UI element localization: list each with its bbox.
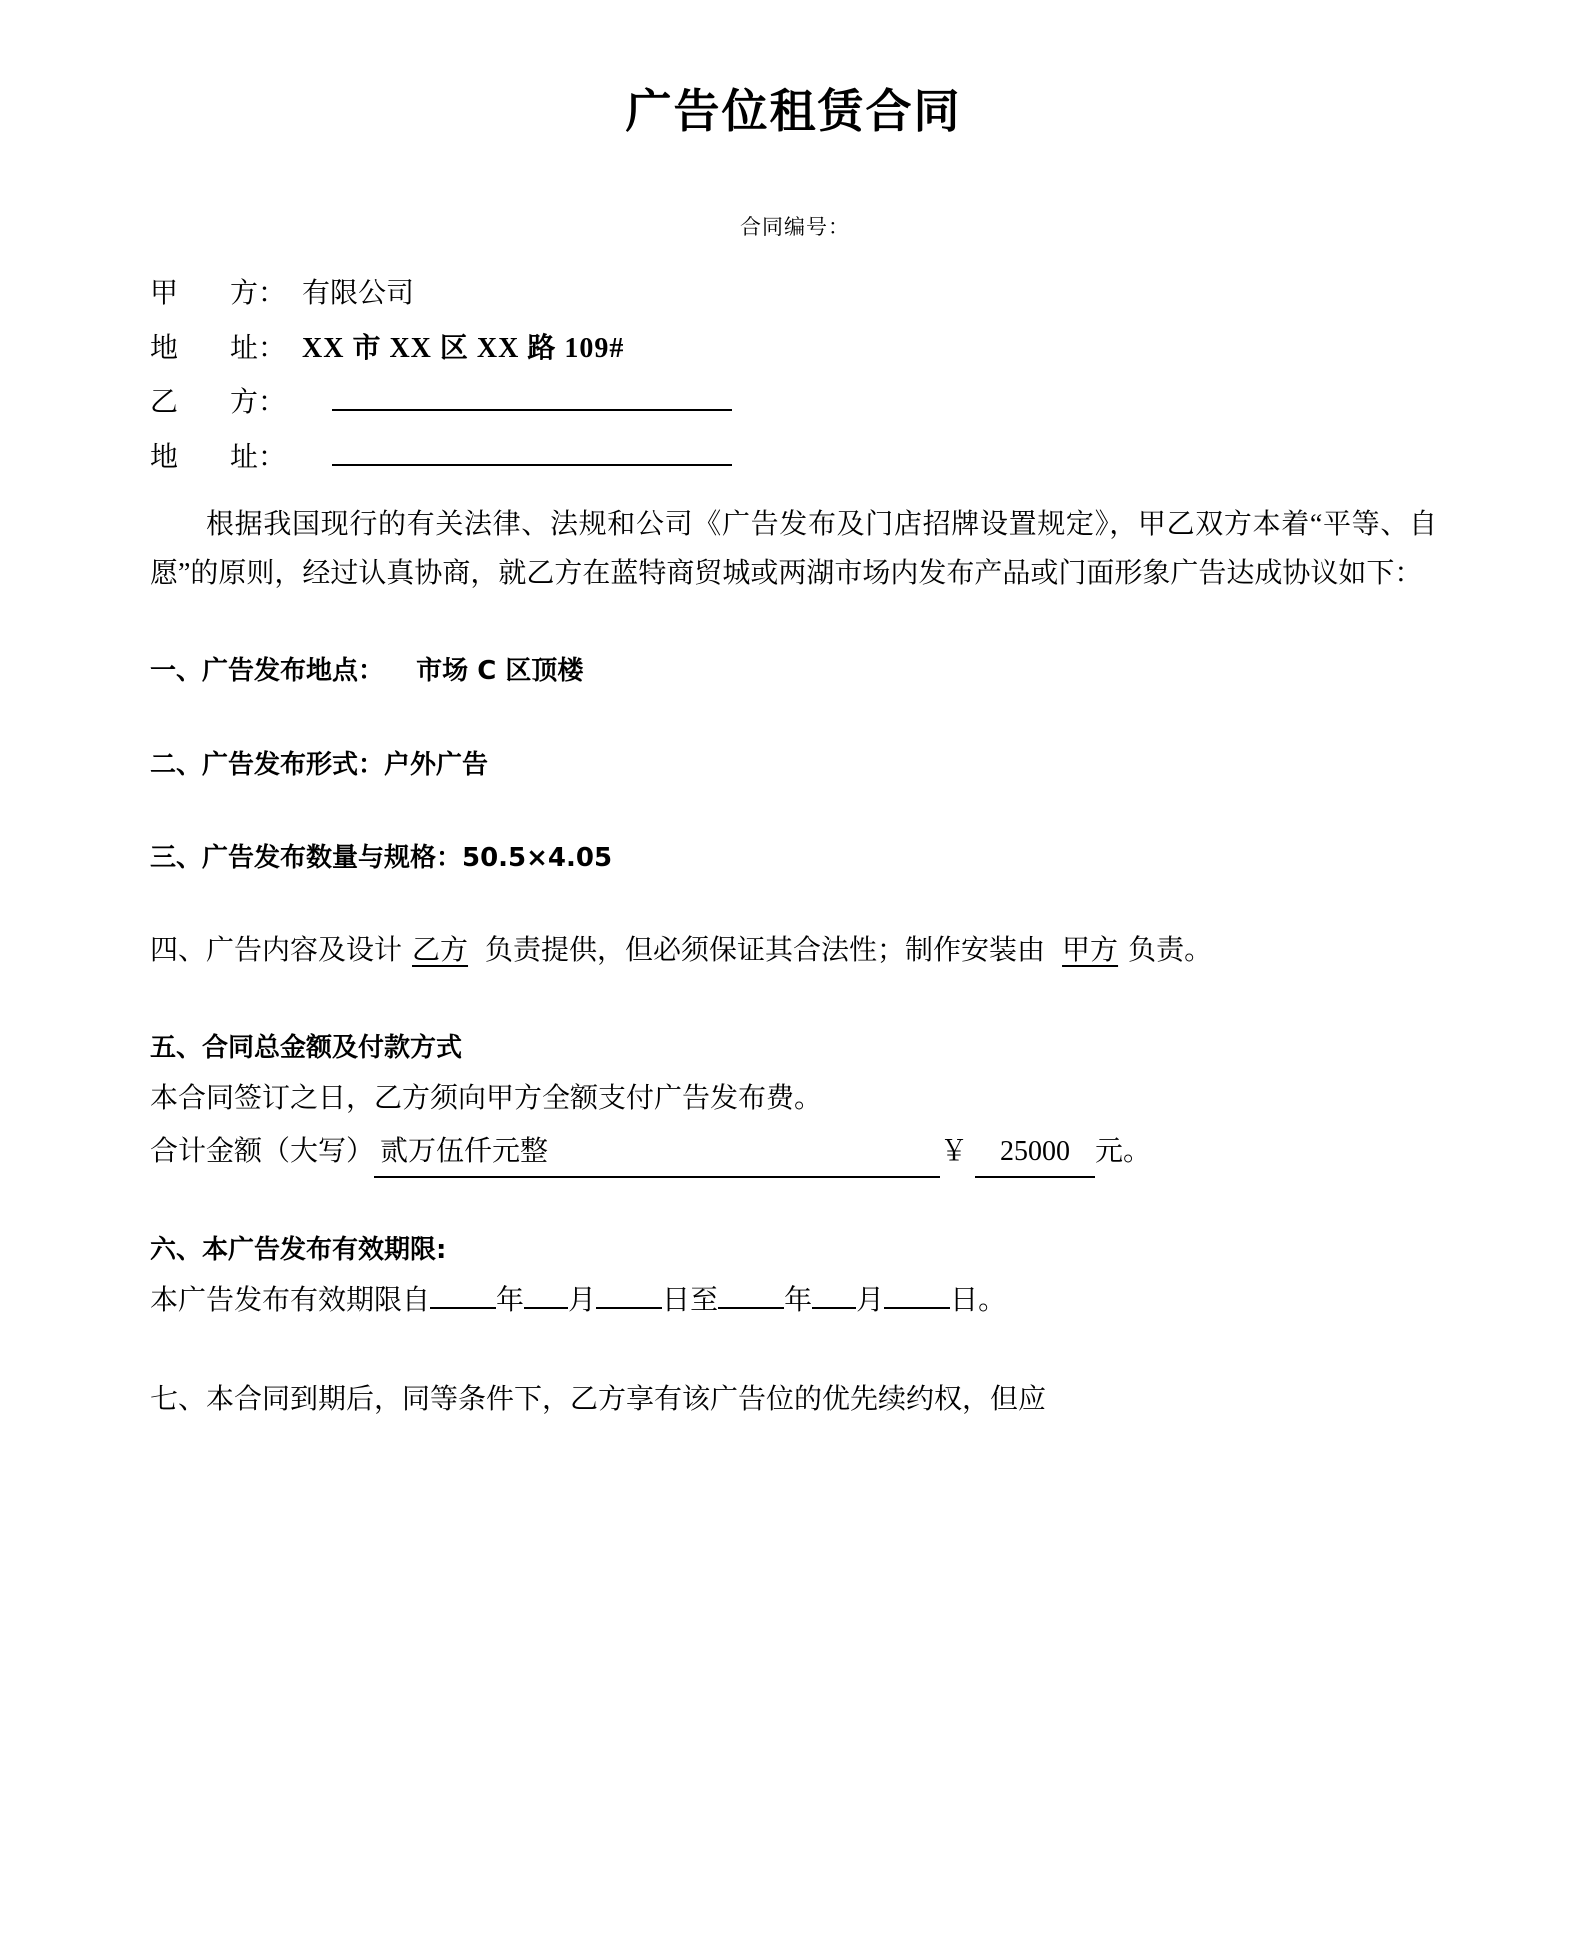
- party-row-address-b: [150, 431, 1437, 486]
- section-four-suffix: 负责。: [1128, 935, 1213, 966]
- address-a-value: XX 市 XX 区 XX 路 109#: [302, 332, 625, 364]
- amount-prefix-label: 合计金额（大写）: [150, 1135, 375, 1167]
- section-one: [150, 651, 1437, 693]
- page-title: 广告位租赁合同: [625, 84, 962, 138]
- section-five-amount-row: [150, 1128, 1437, 1178]
- section-four-middle: 负责提供，但必须保证其合法性；制作安装由: [485, 935, 1046, 966]
- party-b-blank-field[interactable]: [332, 383, 732, 411]
- section-four-fill-designer[interactable]: 乙方: [412, 935, 469, 966]
- address-a-label: 地 址：: [150, 332, 287, 364]
- period-start-day-field[interactable]: [596, 1285, 662, 1309]
- section-three-heading: 三、广告发布数量与规格：50.5×4.05: [150, 843, 613, 874]
- period-start-day-unit: 日: [662, 1285, 691, 1317]
- period-end-month-field[interactable]: [812, 1285, 856, 1309]
- contract-number-label: 合同编号：: [740, 215, 850, 240]
- period-start-month-field[interactable]: [524, 1285, 568, 1309]
- period-end-day-field[interactable]: [884, 1285, 950, 1309]
- amount-in-words-field[interactable]: 贰万伍仟元整: [374, 1128, 940, 1178]
- period-suffix: 。: [978, 1285, 1007, 1317]
- section-four: [150, 926, 1437, 976]
- party-row-address-a: [150, 322, 1437, 377]
- amount-suffix-label: 元。: [1095, 1135, 1152, 1167]
- section-seven: 七、本合同到期后，同等条件下，乙方享有该广告位的优先续约权，但应: [150, 1384, 1047, 1416]
- section-two-heading: 二、广告发布形式：户外广告: [150, 749, 489, 780]
- currency-symbol: ￥: [940, 1135, 969, 1167]
- section-four-prefix: 四、广告内容及设计: [150, 935, 403, 966]
- period-end-year-unit: 年: [784, 1285, 813, 1317]
- address-b-label: 地 址：: [150, 441, 287, 473]
- period-start-month-unit: 月: [568, 1285, 597, 1317]
- period-end-year-field[interactable]: [718, 1285, 784, 1309]
- section-five-line-1: 本合同签订之日，乙方须向甲方全额支付广告发布费。: [150, 1083, 823, 1115]
- period-end-day-unit: 日: [950, 1285, 979, 1317]
- party-a-value: 有限公司: [302, 278, 415, 310]
- period-connector: 至: [690, 1285, 719, 1317]
- address-b-blank-field[interactable]: [332, 438, 732, 466]
- section-six-period-line: [150, 1277, 1437, 1325]
- preamble-paragraph: 根据我国现行的有关法律、法规和公司《广告发布及门店招牌设置规定》，甲乙双方本着“平等、自愿”的原则，经过认真协商，就乙方在蓝特商贸城或两湖市场内发布产品或门面形象广告达成协议如下：: [150, 508, 1437, 590]
- section-five-heading: 五、合同总金额及付款方式: [150, 1032, 463, 1063]
- period-prefix-label: 本广告发布有效期限自: [150, 1285, 431, 1317]
- section-three: [150, 838, 1437, 880]
- party-a-label: 甲 方：: [150, 278, 287, 310]
- section-one-heading: 一、广告发布地点：: [150, 656, 385, 687]
- section-one-value: 市场 C 区顶楼: [416, 656, 584, 687]
- period-end-month-unit: 月: [856, 1285, 885, 1317]
- party-info-block: [150, 267, 1437, 485]
- section-four-fill-installer[interactable]: 甲方: [1062, 935, 1119, 966]
- period-start-year-unit: 年: [496, 1285, 525, 1317]
- amount-in-figures-field[interactable]: 25000: [975, 1128, 1095, 1178]
- party-b-label: 乙 方：: [150, 387, 287, 419]
- party-row-party-a: [150, 267, 1437, 322]
- party-row-party-b: [150, 376, 1437, 431]
- section-two: [150, 745, 1437, 787]
- period-start-year-field[interactable]: [430, 1285, 496, 1309]
- section-six-heading: 六、本广告发布有效期限:: [150, 1234, 447, 1265]
